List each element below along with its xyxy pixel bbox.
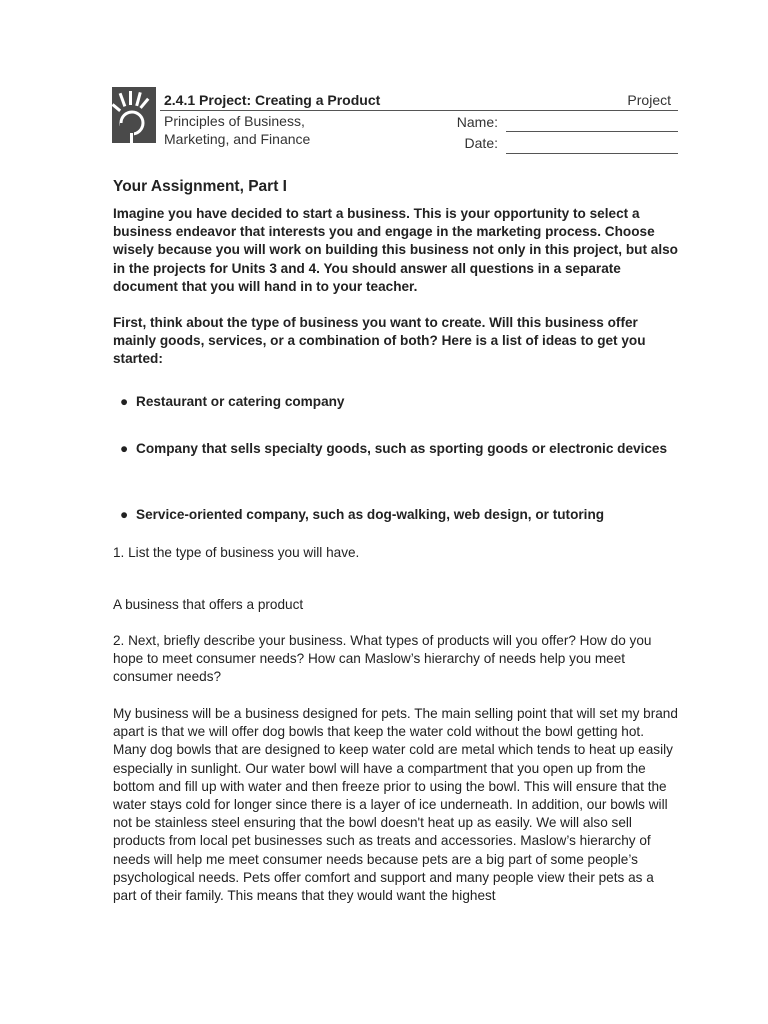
bullet-icon: ● xyxy=(120,394,129,409)
section-heading: Your Assignment, Part I xyxy=(113,178,287,195)
answer-2: My business will be a business designed for pets. The main selling point that will set my brand apart is that we will offer dog bowls that keep the water cold without the bowl getting hot. Many dog bowls that are designed to keep water cold are metal which tends to heat up easily especially in sunlight. Our water bowl will have a compartment that you open up from the bottom and fill up with water and then freeze prior to using the bowl. This will ensure that the water stays cold for longer since there is a layer of ice underneath. In addition, our bowls will not be stainless steel ensuring that the bowl doesn't heat up as easily. We will also sell products from local pet businesses such as treats and accessories. Maslow’s hierarchy of needs will help me meet consumer needs because pets are a big part of some people’s psychological needs. Pets offer comfort and support and many people view their pets as a part of their family. This means that they would want the highest xyxy=(113,706,678,904)
intro-paragraph: Imagine you have decided to start a business. This is your opportunity to select a business endeavor that interests you and engage in the marketing process. Choose wisely because you will work on building this business not only in this project, but also in the projects for Units 3 and 4. You should answer all questions in a separate document that you will hand in to your teacher. xyxy=(113,206,678,294)
list-item-text: Service-oriented company, such as dog-walking, web design, or tutoring xyxy=(136,507,605,522)
list-item xyxy=(120,390,670,413)
date-label: Date: xyxy=(464,135,498,151)
question-2: 2. Next, briefly describe your business. What types of products will you offer? How do you hope to meet consumer needs? How can Maslow’s hierarchy of needs help you meet consumer needs? xyxy=(113,633,652,685)
project-title: 2.4.1 Project: Creating a Product xyxy=(164,92,381,108)
bullet-icon: ● xyxy=(120,507,129,522)
course-name-line2: Marketing, and Finance xyxy=(164,131,311,147)
date-field[interactable] xyxy=(506,153,678,154)
name-field[interactable] xyxy=(506,131,678,132)
answer-1: A business that offers a product xyxy=(113,597,304,612)
name-label: Name: xyxy=(456,114,498,130)
list-item xyxy=(120,437,670,460)
bullet-icon: ● xyxy=(120,441,129,456)
list-item xyxy=(120,503,670,526)
course-name-line1: Principles of Business, xyxy=(164,113,305,129)
list-item-text: Company that sells specialty goods, such as sporting goods or electronic devices xyxy=(136,441,668,456)
document-type-label: Project xyxy=(627,92,671,108)
sunburst-logo-icon xyxy=(112,87,156,143)
prompt-paragraph: First, think about the type of business you want to create. Will this business offer mainly goods, services, or a combination of both? Here is a list of ideas to get you started: xyxy=(113,315,646,367)
list-item-text: Restaurant or catering company xyxy=(136,394,345,409)
header-divider xyxy=(160,110,678,111)
course-name xyxy=(164,112,310,148)
question-1: 1. List the type of business you will have. xyxy=(113,545,360,560)
